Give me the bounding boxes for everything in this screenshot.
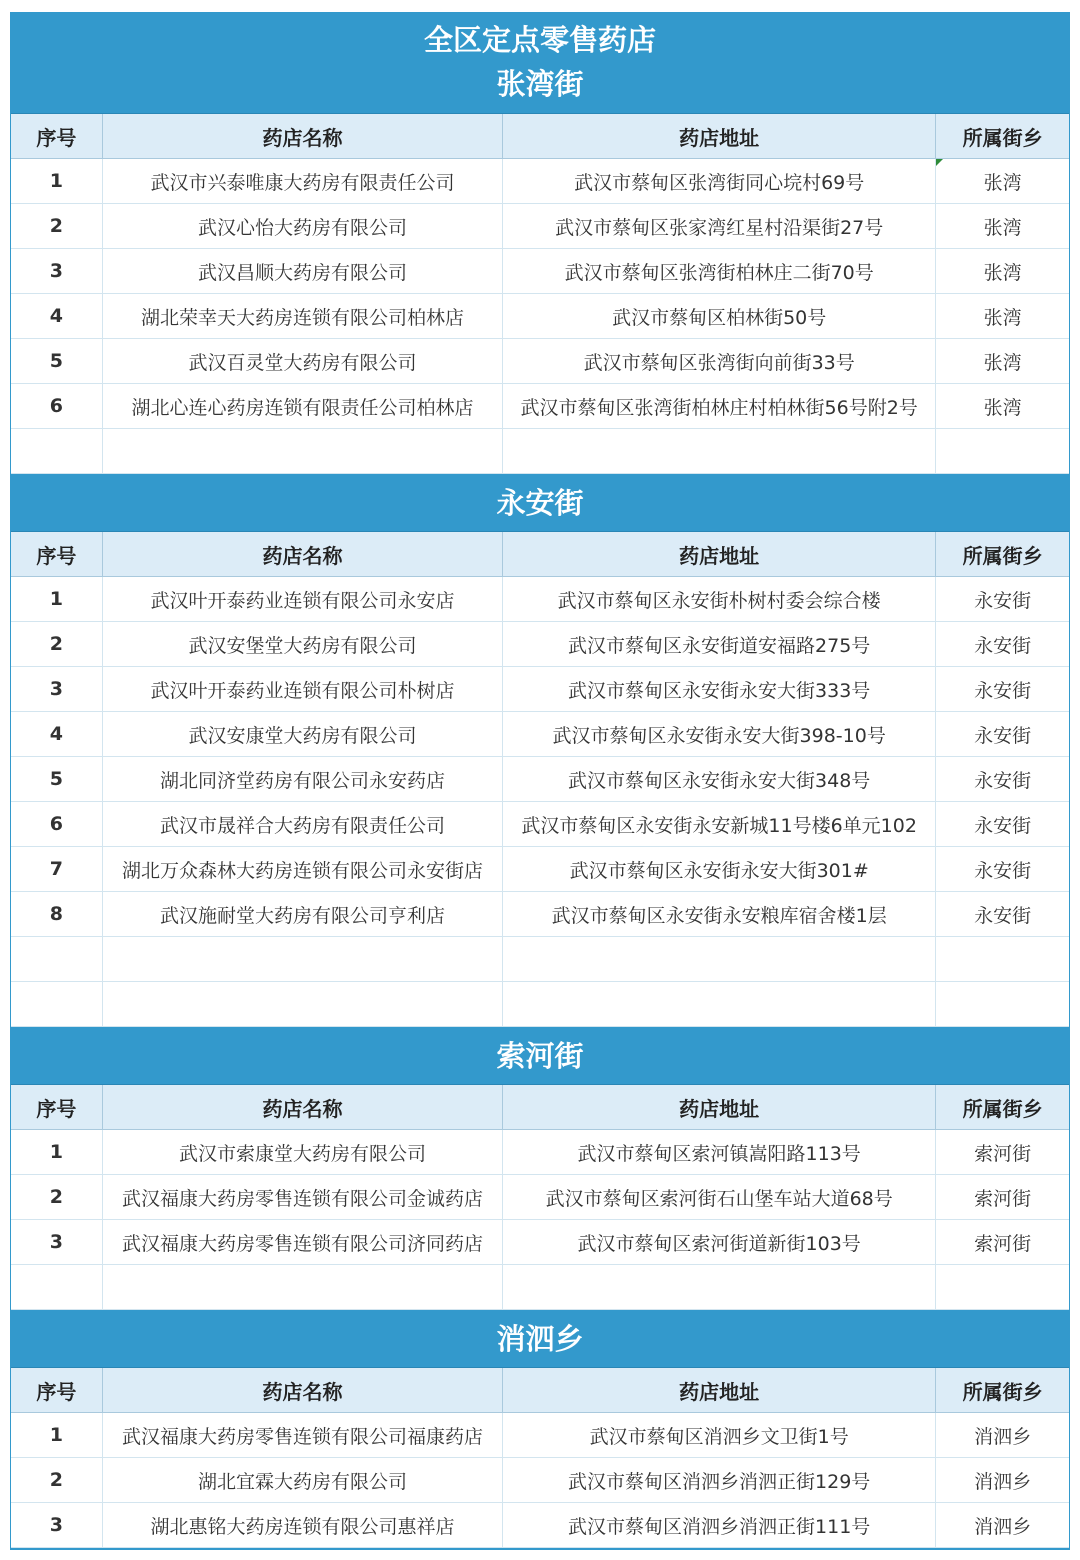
pharmacy-name-cell: 武汉福康大药房零售连锁有限公司福康药店: [103, 1413, 503, 1457]
index-cell: 3: [11, 249, 103, 293]
table-header-row: [11, 114, 1069, 159]
table-header-row: [11, 532, 1069, 577]
empty-cell: [503, 429, 936, 473]
pharmacy-address-cell: 武汉市蔡甸区张湾街同心垸村69号: [503, 159, 936, 203]
subdistrict-cell: 张湾: [983, 216, 1022, 239]
index-cell: 1: [11, 577, 103, 621]
pharmacy-name-cell: 湖北同济堂药房有限公司永安药店: [103, 757, 503, 801]
table-row: [11, 802, 1069, 847]
table-row: [11, 577, 1069, 622]
index-cell: 6: [11, 802, 103, 846]
subdistrict-cell: 永安街: [974, 589, 1032, 612]
table-row: [11, 1130, 1069, 1175]
empty-cell: [936, 429, 1069, 473]
table-row: [11, 1220, 1069, 1265]
sheet-bottom-border: [11, 1548, 1069, 1550]
empty-cell: [936, 982, 1069, 1026]
index-cell: 2: [11, 622, 103, 666]
pharmacy-address-cell: 武汉市蔡甸区张家湾红星村沿渠街27号: [503, 204, 936, 248]
table-row: [11, 892, 1069, 937]
pharmacy-address-cell: 武汉市蔡甸区永安街永安粮库宿舍楼1层: [503, 892, 936, 936]
empty-cell: [936, 937, 1069, 981]
table-row: [11, 667, 1069, 712]
pharmacy-address-cell: 武汉市蔡甸区永安街永安大街333号: [503, 667, 936, 711]
pharmacy-address-cell: 武汉市蔡甸区张湾街向前街33号: [503, 339, 936, 383]
column-header: 药店名称: [103, 114, 503, 158]
empty-cell: [103, 429, 503, 473]
subdistrict-cell: 张湾: [983, 351, 1022, 374]
empty-cell: [11, 429, 103, 473]
pharmacy-name-cell: 湖北万众森林大药房连锁有限公司永安街店: [103, 847, 503, 891]
index-cell: 6: [11, 384, 103, 428]
pharmacy-name-cell: 武汉市兴泰唯康大药房有限责任公司: [103, 159, 503, 203]
column-header: 所属街乡: [962, 1379, 1043, 1404]
pharmacy-address-cell: 武汉市蔡甸区永安街朴树村委会综合楼: [503, 577, 936, 621]
subdistrict-cell: 永安街: [974, 724, 1032, 747]
column-header: 所属街乡: [962, 125, 1043, 150]
table-row: [11, 622, 1069, 667]
table-header-row: [11, 1368, 1069, 1413]
pharmacy-name-cell: 武汉安堡堂大药房有限公司: [103, 622, 503, 666]
pharmacy-address-cell: 武汉市蔡甸区张湾街柏林庄二街70号: [503, 249, 936, 293]
table-row: [11, 1503, 1069, 1548]
pharmacy-address-cell: 武汉市蔡甸区永安街永安新城11号楼6单元102: [503, 802, 936, 846]
pharmacy-name-cell: 湖北荣幸天大药房连锁有限公司柏林店: [103, 294, 503, 338]
index-cell: 2: [11, 1458, 103, 1502]
pharmacy-address-cell: 武汉市蔡甸区永安街永安大街301#: [503, 847, 936, 891]
table-row: [11, 847, 1069, 892]
subdistrict-cell: 永安街: [974, 904, 1032, 927]
column-header: 序号: [11, 532, 103, 576]
pharmacy-name-cell: 湖北心连心药房连锁有限责任公司柏林店: [103, 384, 503, 428]
section-title: 索河街: [11, 1027, 1069, 1085]
table-row: [11, 339, 1069, 384]
empty-row: [11, 1265, 1069, 1310]
index-cell: 8: [11, 892, 103, 936]
column-header: 序号: [11, 114, 103, 158]
column-header: 药店地址: [503, 532, 936, 576]
empty-row: [11, 937, 1069, 982]
table-row: [11, 1175, 1069, 1220]
pharmacy-address-cell: 武汉市蔡甸区张湾街柏林庄村柏林街56号附2号: [503, 384, 936, 428]
index-cell: 1: [11, 1130, 103, 1174]
pharmacy-name-cell: 武汉市晟祥合大药房有限责任公司: [103, 802, 503, 846]
index-cell: 1: [11, 1413, 103, 1457]
pharmacy-name-cell: 湖北惠铭大药房连锁有限公司惠祥店: [103, 1503, 503, 1547]
index-cell: 2: [11, 1175, 103, 1219]
subdistrict-cell: 消泗乡: [974, 1515, 1032, 1538]
empty-row: [11, 429, 1069, 474]
pharmacy-address-cell: 武汉市蔡甸区永安街永安大街348号: [503, 757, 936, 801]
pharmacy-sheet: [10, 12, 1070, 1550]
column-header: 序号: [11, 1085, 103, 1129]
column-header: 药店名称: [103, 532, 503, 576]
subdistrict-cell: 张湾: [936, 159, 1069, 203]
empty-cell: [103, 937, 503, 981]
subdistrict-cell: 张湾: [983, 306, 1022, 329]
column-header: 所属街乡: [962, 543, 1043, 568]
pharmacy-address-cell: 武汉市蔡甸区永安街永安大街398-10号: [503, 712, 936, 756]
cell-comment-marker: [936, 159, 943, 166]
section-title: 张湾街: [496, 67, 584, 101]
column-header: 药店地址: [503, 114, 936, 158]
subdistrict-cell: 永安街: [974, 679, 1032, 702]
pharmacy-address-cell: 武汉市蔡甸区永安街道安福路275号: [503, 622, 936, 666]
pharmacy-name-cell: 武汉福康大药房零售连锁有限公司济同药店: [103, 1220, 503, 1264]
section-title: 消泗乡: [11, 1310, 1069, 1368]
pharmacy-address-cell: 武汉市蔡甸区消泗乡消泗正街129号: [503, 1458, 936, 1502]
empty-cell: [11, 937, 103, 981]
index-cell: 4: [11, 294, 103, 338]
table-row: [11, 757, 1069, 802]
pharmacy-name-cell: 武汉施耐堂大药房有限公司亨利店: [103, 892, 503, 936]
pharmacy-name-cell: 武汉昌顺大药房有限公司: [103, 249, 503, 293]
pharmacy-address-cell: 武汉市蔡甸区索河街石山堡车站大道68号: [503, 1175, 936, 1219]
subdistrict-cell: 永安街: [974, 859, 1032, 882]
subdistrict-cell: 索河街: [974, 1232, 1032, 1255]
column-header: 药店地址: [503, 1085, 936, 1129]
pharmacy-address-cell: 武汉市蔡甸区消泗乡文卫街1号: [503, 1413, 936, 1457]
table-row: [11, 294, 1069, 339]
pharmacy-address-cell: 武汉市蔡甸区索河街道新街103号: [503, 1220, 936, 1264]
empty-cell: [503, 982, 936, 1026]
title-band: [11, 12, 1069, 114]
pharmacy-name-cell: 武汉心怡大药房有限公司: [103, 204, 503, 248]
empty-cell: [503, 1265, 936, 1309]
subdistrict-cell: 永安街: [974, 814, 1032, 837]
pharmacy-name-cell: 湖北宜霖大药房有限公司: [103, 1458, 503, 1502]
column-header: 药店名称: [103, 1368, 503, 1412]
empty-cell: [503, 937, 936, 981]
empty-row: [11, 982, 1069, 1027]
table-header-row: [11, 1085, 1069, 1130]
table-row: [11, 159, 1069, 204]
index-cell: 7: [11, 847, 103, 891]
column-header: 药店名称: [103, 1085, 503, 1129]
subdistrict-cell: 永安街: [974, 634, 1032, 657]
index-cell: 5: [11, 757, 103, 801]
empty-cell: [103, 982, 503, 1026]
table-row: [11, 712, 1069, 757]
subdistrict-cell: 张湾: [983, 396, 1022, 419]
table-row: [11, 384, 1069, 429]
pharmacy-name-cell: 武汉百灵堂大药房有限公司: [103, 339, 503, 383]
pharmacy-name-cell: 武汉福康大药房零售连锁有限公司金诚药店: [103, 1175, 503, 1219]
pharmacy-address-cell: 武汉市蔡甸区索河镇嵩阳路113号: [503, 1130, 936, 1174]
index-cell: 5: [11, 339, 103, 383]
table-row: [11, 1413, 1069, 1458]
index-cell: 3: [11, 1220, 103, 1264]
subdistrict-cell: 索河街: [974, 1187, 1032, 1210]
pharmacy-address-cell: 武汉市蔡甸区柏林街50号: [503, 294, 936, 338]
table-row: [11, 249, 1069, 294]
empty-cell: [936, 1265, 1069, 1309]
pharmacy-name-cell: 武汉叶开泰药业连锁有限公司朴树店: [103, 667, 503, 711]
index-cell: 4: [11, 712, 103, 756]
table-row: [11, 1458, 1069, 1503]
subdistrict-cell: 索河街: [974, 1142, 1032, 1165]
empty-cell: [11, 982, 103, 1026]
empty-cell: [11, 1265, 103, 1309]
pharmacy-name-cell: 武汉市索康堂大药房有限公司: [103, 1130, 503, 1174]
pharmacy-address-cell: 武汉市蔡甸区消泗乡消泗正街111号: [503, 1503, 936, 1547]
page-title: 全区定点零售药店: [423, 23, 656, 57]
pharmacy-name-cell: 武汉安康堂大药房有限公司: [103, 712, 503, 756]
column-header: 序号: [11, 1368, 103, 1412]
subdistrict-cell: 张湾: [983, 261, 1022, 284]
subdistrict-cell: 消泗乡: [974, 1425, 1032, 1448]
section-title: 永安街: [11, 474, 1069, 532]
column-header: 所属街乡: [962, 1096, 1043, 1121]
column-header: 药店地址: [503, 1368, 936, 1412]
index-cell: 1: [11, 159, 103, 203]
table-row: [11, 204, 1069, 249]
pharmacy-name-cell: 武汉叶开泰药业连锁有限公司永安店: [103, 577, 503, 621]
subdistrict-cell: 消泗乡: [974, 1470, 1032, 1493]
index-cell: 2: [11, 204, 103, 248]
subdistrict-cell: 永安街: [974, 769, 1032, 792]
empty-cell: [103, 1265, 503, 1309]
index-cell: 3: [11, 667, 103, 711]
index-cell: 3: [11, 1503, 103, 1547]
